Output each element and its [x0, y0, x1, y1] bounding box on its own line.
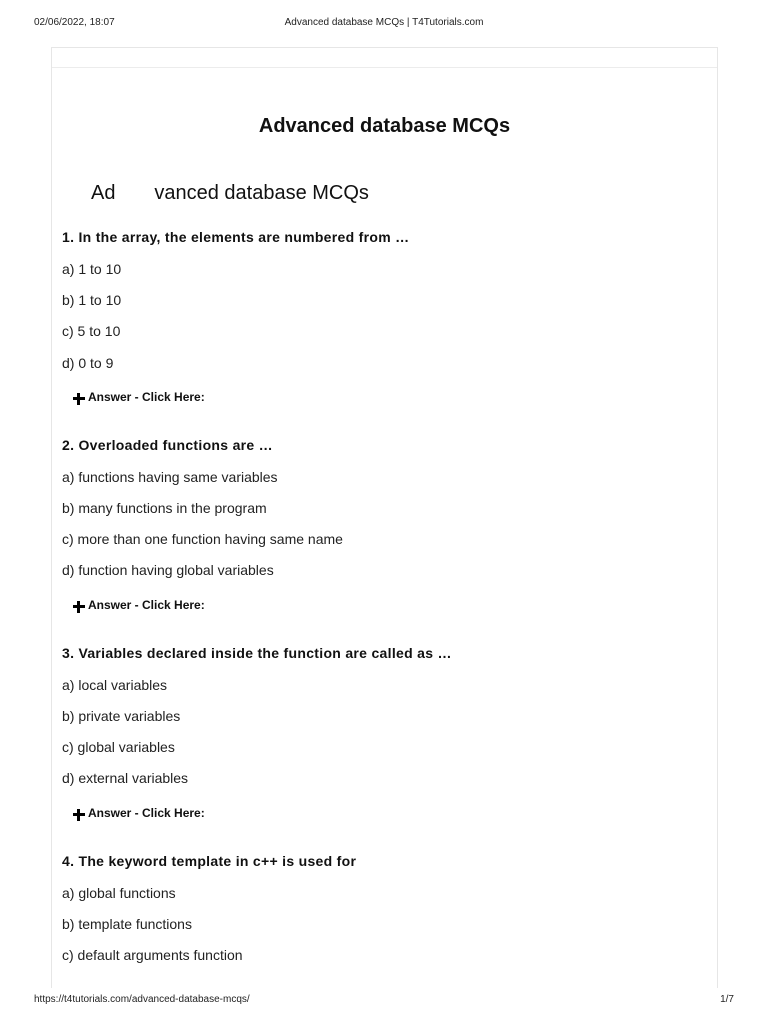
print-url: https://t4tutorials.com/advanced-database-mcqs/ — [34, 994, 250, 1005]
q3-option-d: d) external variables — [62, 770, 189, 786]
print-header — [34, 17, 734, 31]
article-title: Advanced database MCQs — [258, 115, 511, 137]
q1-option-c: c) 5 to 10 — [62, 323, 121, 339]
plus-icon — [72, 392, 86, 406]
question-2: 2. Overloaded functions are … — [62, 437, 273, 453]
q4-option-c: c) default arguments function — [62, 947, 243, 963]
question-4: 4. The keyword template in c++ is used for — [62, 853, 357, 869]
question-1: 1. In the array, the elements are numbered from … — [62, 229, 410, 245]
q2-option-d: d) function having global variables — [62, 562, 274, 578]
q4-option-a: a) global functions — [62, 885, 176, 901]
q2-option-b: b) many functions in the program — [62, 500, 267, 516]
q3-option-a: a) local variables — [62, 677, 168, 693]
article-subtitle-part2: vanced database MCQs — [154, 182, 369, 204]
article-subtitle — [91, 182, 369, 205]
q1-option-a: a) 1 to 10 — [62, 261, 122, 277]
answer-label: Answer - Click Here: — [88, 390, 205, 404]
q2-option-c: c) more than one function having same name — [62, 531, 343, 547]
answer-label: Answer - Click Here: — [88, 598, 205, 612]
page-number: 1/7 — [720, 994, 734, 1005]
article-subtitle-part1: Ad — [91, 182, 116, 204]
q3-answer-toggle[interactable] — [72, 806, 205, 820]
frame-divider — [52, 67, 717, 68]
q2-answer-toggle[interactable] — [72, 598, 205, 612]
plus-icon — [72, 808, 86, 822]
q2-option-a: a) functions having same variables — [62, 469, 278, 485]
print-page-title: Advanced database MCQs | T4Tutorials.com — [284, 17, 484, 28]
print-footer — [34, 994, 734, 1008]
q1-answer-toggle[interactable] — [72, 390, 205, 404]
q1-option-d: d) 0 to 9 — [62, 355, 114, 371]
q4-option-b: b) template functions — [62, 916, 192, 932]
print-datetime: 02/06/2022, 18:07 — [34, 17, 115, 28]
question-3: 3. Variables declared inside the function are called as … — [62, 645, 452, 661]
q3-option-c: c) global variables — [62, 739, 175, 755]
q3-option-b: b) private variables — [62, 708, 181, 724]
q1-option-b: b) 1 to 10 — [62, 292, 122, 308]
plus-icon — [72, 600, 86, 614]
answer-label: Answer - Click Here: — [88, 806, 205, 820]
